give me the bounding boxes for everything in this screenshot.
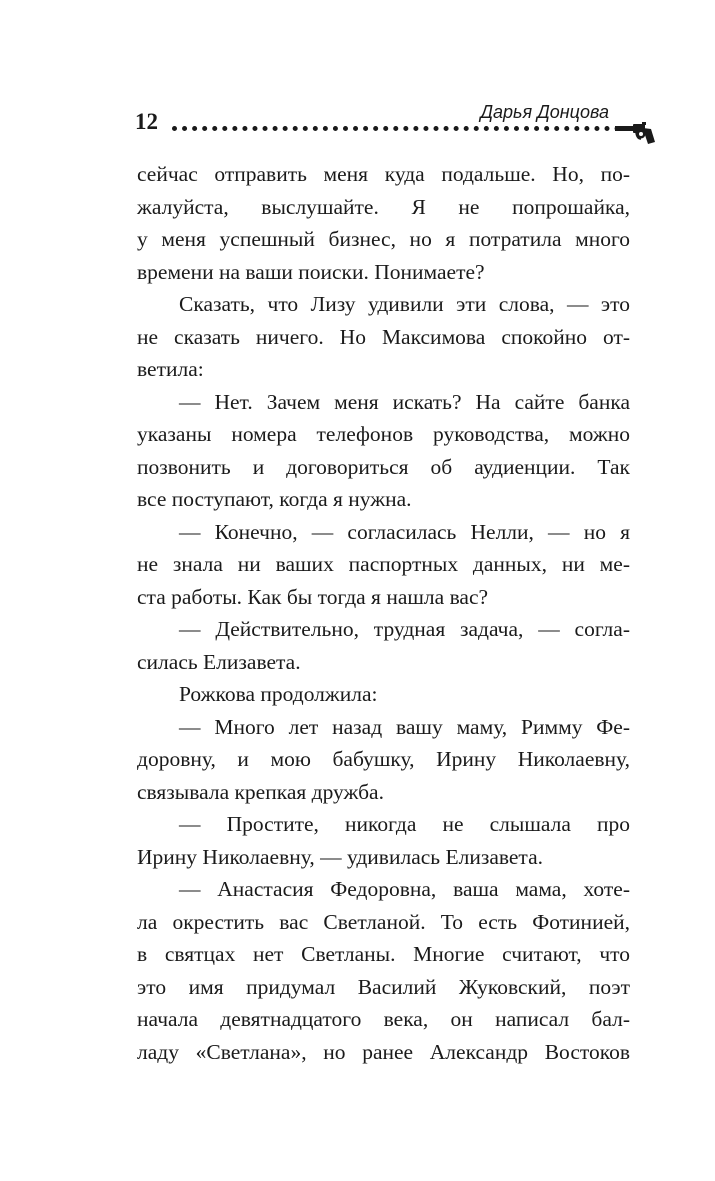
- paragraph: [137, 711, 630, 809]
- paragraph: [137, 678, 630, 711]
- paragraph: [137, 386, 630, 516]
- text-line: начала девятнадцатого века, он написал бал-: [137, 1007, 630, 1031]
- text-line: это имя придумал Василий Жуковский, поэт: [137, 974, 630, 999]
- text-line: — Конечно, — согласилась Нелли, — но я: [179, 519, 630, 544]
- text-line: ладу «Светлана», но ранее Александр Востоков: [137, 1039, 630, 1064]
- author-name: Дарья Донцова: [480, 102, 609, 122]
- paragraph: [137, 873, 630, 1068]
- text-line: ла окрестить вас Светланой. То есть Фотинией,: [137, 909, 630, 934]
- text-line: доровну, и мою бабушку, Ирину Николаевну,: [137, 747, 630, 771]
- text-line: — Простите, никогда не слышала про: [179, 812, 630, 836]
- text-line: Сказать, что Лизу удивили эти слова, — это: [179, 292, 630, 316]
- text-line: позвонить и договориться об аудиенции. Так: [137, 454, 630, 479]
- text-line: ветила:: [137, 357, 204, 381]
- text-line: — Нет. Зачем меня искать? На сайте банка: [179, 389, 630, 414]
- text-line: у меня успешный бизнес, но я потратила много: [137, 227, 630, 251]
- text-line: — Много лет назад вашу маму, Римму Фе-: [179, 714, 630, 739]
- paragraph: [137, 516, 630, 614]
- paragraph: [137, 613, 630, 678]
- text-line: жалуйста, выслушайте. Я не попрошайка,: [137, 194, 630, 219]
- paragraph: [137, 158, 630, 288]
- text-line: сейчас отправить меня куда подальше. Но, по-: [137, 162, 630, 186]
- text-line: связывала крепкая дружба.: [137, 779, 384, 804]
- text-line: силась Елизавета.: [137, 649, 301, 674]
- paragraph: [137, 808, 630, 873]
- paragraph: [137, 288, 630, 386]
- text-line: в святцах нет Светланы. Многие считают, что: [137, 942, 630, 966]
- revolver-icon: [615, 120, 657, 146]
- body-text: [137, 158, 630, 1068]
- dotted-rule: [172, 126, 620, 131]
- text-line: ста работы. Как бы тогда я нашла вас?: [137, 584, 489, 609]
- text-line: Ирину Николаевну, — удивилась Елизавета.: [137, 844, 544, 869]
- running-header: [0, 0, 715, 160]
- page-number: 12: [135, 109, 158, 134]
- text-line: указаны номера телефонов руководства, можно: [137, 422, 630, 446]
- text-line: все поступают, когда я нужна.: [137, 487, 412, 511]
- text-line: не знала ни ваших паспортных данных, ни ме-: [137, 552, 630, 576]
- text-line: времени на ваши поиски. Понимаете?: [137, 259, 485, 284]
- text-line: — Действительно, трудная задача, — согла-: [179, 617, 630, 641]
- text-line: Рожкова продолжила:: [179, 682, 378, 706]
- text-line: — Анастасия Федоровна, ваша мама, хоте-: [179, 877, 630, 901]
- text-line: не сказать ничего. Но Максимова спокойно от-: [137, 324, 630, 349]
